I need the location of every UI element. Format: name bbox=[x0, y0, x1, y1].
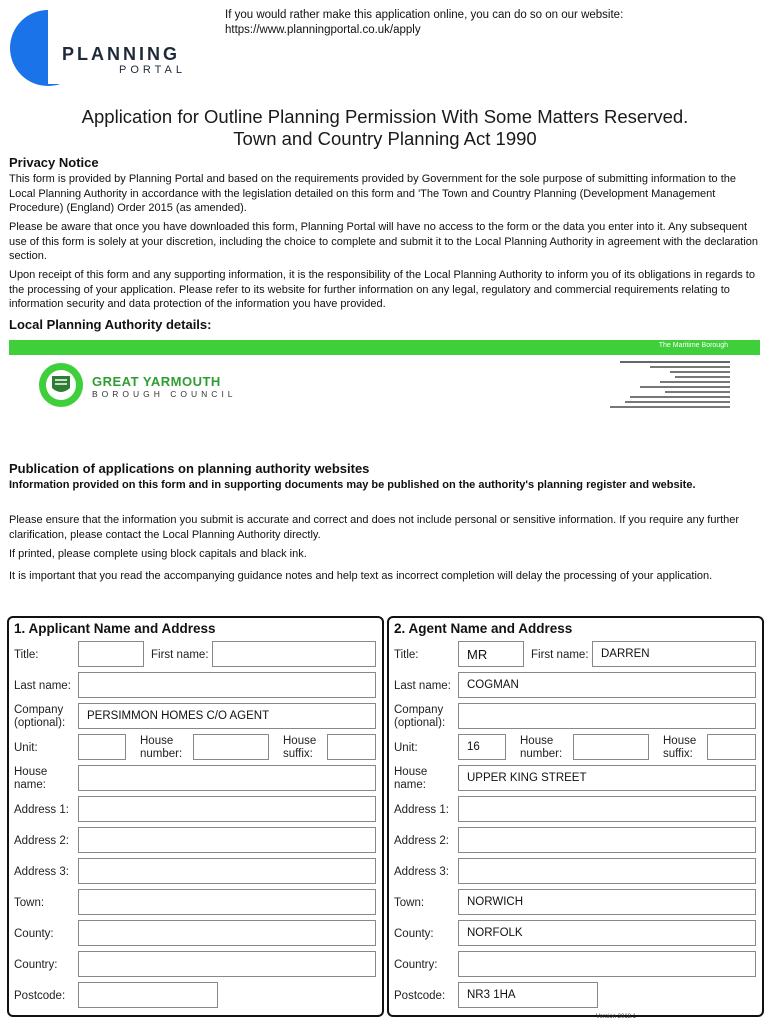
agent-town-label: Town: bbox=[394, 897, 425, 909]
applicant-address3-label: Address 3: bbox=[14, 866, 69, 878]
publication-para-1: Please ensure that the information you submit is accurate and correct and does not include personal or sensitive information. If you require any further clarification, please contact the Local Planning Authority directly. bbox=[9, 514, 740, 541]
agent-postcode-field[interactable]: NR3 1HA bbox=[458, 982, 598, 1008]
applicant-heading: 1. Applicant Name and Address bbox=[14, 621, 216, 636]
applicant-last-name-label: Last name: bbox=[14, 680, 71, 692]
applicant-title-label: Title: bbox=[14, 649, 39, 661]
document-title-line2: Town and Country Planning Act 1990 bbox=[233, 128, 537, 149]
agent-panel bbox=[387, 616, 764, 1017]
agent-title-field[interactable]: MR bbox=[458, 641, 524, 667]
applicant-company-field[interactable]: PERSIMMON HOMES C/O AGENT bbox=[78, 703, 376, 729]
agent-county-field[interactable]: NORFOLK bbox=[458, 920, 756, 946]
agent-address3-label: Address 3: bbox=[394, 866, 449, 878]
council-crest-icon bbox=[38, 362, 84, 408]
council-contact-block bbox=[580, 359, 730, 411]
privacy-para-1: This form is provided by Planning Portal and based on the requirements provided by Government for the sole purpose of submitting information to the Local Planning Authority in accordance with the legislation detailed on this form and 'The Town and Country Planning (Development Management Procedure) (England) Order 2015 (as amended). bbox=[9, 173, 737, 214]
applicant-address1-label: Address 1: bbox=[14, 804, 69, 816]
applicant-house-suffix-label: House suffix: bbox=[283, 735, 317, 760]
agent-house-number-label: House number: bbox=[520, 735, 563, 760]
applicant-company-label: Company (optional): bbox=[14, 704, 66, 729]
applicant-title-field[interactable] bbox=[78, 641, 144, 667]
applicant-county-field[interactable] bbox=[78, 920, 376, 946]
agent-house-name-label: House name: bbox=[394, 766, 428, 791]
publication-bold-note: Information provided on this form and in supporting documents may be published on the authority's planning register and website. bbox=[9, 479, 696, 491]
applicant-postcode-field[interactable] bbox=[78, 982, 218, 1008]
applicant-unit-label: Unit: bbox=[14, 742, 38, 754]
agent-unit-label: Unit: bbox=[394, 742, 418, 754]
lpa-bar-text: The Maritime Borough bbox=[658, 342, 728, 349]
agent-house-suffix-field[interactable] bbox=[707, 734, 756, 760]
applicant-country-label: Country: bbox=[14, 959, 58, 971]
applicant-first-name-field[interactable] bbox=[212, 641, 376, 667]
applicant-unit-field[interactable] bbox=[78, 734, 126, 760]
applicant-country-field[interactable] bbox=[78, 951, 376, 977]
logo-text-planning: PLANNING bbox=[62, 44, 180, 64]
publication-para-3: It is important that you read the accompanying guidance notes and help text as incorrect completion will delay the processing of your application. bbox=[9, 570, 713, 582]
agent-country-label: Country: bbox=[394, 959, 438, 971]
agent-title-label: Title: bbox=[394, 649, 419, 661]
agent-last-name-label: Last name: bbox=[394, 680, 451, 692]
version-label: Version 2018.1 bbox=[595, 1014, 636, 1020]
applicant-house-name-field[interactable] bbox=[78, 765, 376, 791]
lpa-heading: Local Planning Authority details: bbox=[9, 317, 212, 332]
applicant-address2-field[interactable] bbox=[78, 827, 376, 853]
agent-company-label: Company (optional): bbox=[394, 704, 446, 729]
privacy-para-2: Please be aware that once you have downloaded this form, Planning Portal will have no access to the form or the data you enter into it. Any subsequent use of this form is solely at your discretion, including the choice to complete and submit it to the Local Planning Authority in agreement with the declaration section. bbox=[9, 221, 759, 262]
logo-text-portal: PORTAL bbox=[119, 64, 186, 76]
agent-last-name-field[interactable]: COGMAN bbox=[458, 672, 756, 698]
applicant-house-number-label: House number: bbox=[140, 735, 183, 760]
applicant-address3-field[interactable] bbox=[78, 858, 376, 884]
agent-house-name-field[interactable]: UPPER KING STREET bbox=[458, 765, 756, 791]
agent-first-name-field[interactable]: DARREN bbox=[592, 641, 756, 667]
lpa-green-bar bbox=[9, 340, 760, 355]
applicant-house-suffix-field[interactable] bbox=[327, 734, 376, 760]
document-title bbox=[0, 106, 770, 150]
applicant-last-name-field[interactable] bbox=[78, 672, 376, 698]
agent-address3-field[interactable] bbox=[458, 858, 756, 884]
applicant-postcode-label: Postcode: bbox=[14, 990, 66, 1002]
privacy-heading: Privacy Notice bbox=[9, 155, 99, 170]
agent-first-name-label: First name: bbox=[531, 649, 589, 661]
applicant-town-label: Town: bbox=[14, 897, 45, 909]
council-name: GREAT YARMOUTH bbox=[92, 374, 221, 389]
privacy-para-3: Upon receipt of this form and any supporting information, it is the responsibility of the Local Planning Authority to inform you of its obligations in regards to the processing of your application. Please refer to its website for further information on any legal, regulatory and commercial requirements relating to information security and data protection of the information you have provided. bbox=[9, 269, 755, 310]
agent-address2-field[interactable] bbox=[458, 827, 756, 853]
online-notice-text: If you would rather make this application online, you can do so on our website: bbox=[225, 9, 624, 21]
applicant-first-name-label: First name: bbox=[151, 649, 209, 661]
agent-town-field[interactable]: NORWICH bbox=[458, 889, 756, 915]
agent-postcode-label: Postcode: bbox=[394, 990, 446, 1002]
online-notice bbox=[225, 8, 623, 38]
agent-address1-field[interactable] bbox=[458, 796, 756, 822]
applicant-house-name-label: House name: bbox=[14, 766, 48, 791]
applicant-house-number-field[interactable] bbox=[193, 734, 269, 760]
agent-county-label: County: bbox=[394, 928, 434, 940]
applicant-panel bbox=[7, 616, 384, 1017]
publication-para-2: If printed, please complete using block capitals and black ink. bbox=[9, 548, 307, 560]
council-subtitle: BOROUGH COUNCIL bbox=[92, 389, 237, 399]
applicant-address1-field[interactable] bbox=[78, 796, 376, 822]
agent-address2-label: Address 2: bbox=[394, 835, 449, 847]
agent-unit-field[interactable]: 16 bbox=[458, 734, 506, 760]
document-title-line1: Application for Outline Planning Permission With Some Matters Reserved. bbox=[81, 106, 689, 127]
agent-company-field[interactable] bbox=[458, 703, 756, 729]
online-notice-link[interactable]: https://www.planningportal.co.uk/apply bbox=[225, 24, 421, 36]
agent-country-field[interactable] bbox=[458, 951, 756, 977]
agent-house-number-field[interactable] bbox=[573, 734, 649, 760]
applicant-town-field[interactable] bbox=[78, 889, 376, 915]
agent-house-suffix-label: House suffix: bbox=[663, 735, 697, 760]
agent-address1-label: Address 1: bbox=[394, 804, 449, 816]
agent-heading: 2. Agent Name and Address bbox=[394, 621, 573, 636]
publication-heading: Publication of applications on planning authority websites bbox=[9, 461, 370, 476]
applicant-county-label: County: bbox=[14, 928, 54, 940]
applicant-address2-label: Address 2: bbox=[14, 835, 69, 847]
